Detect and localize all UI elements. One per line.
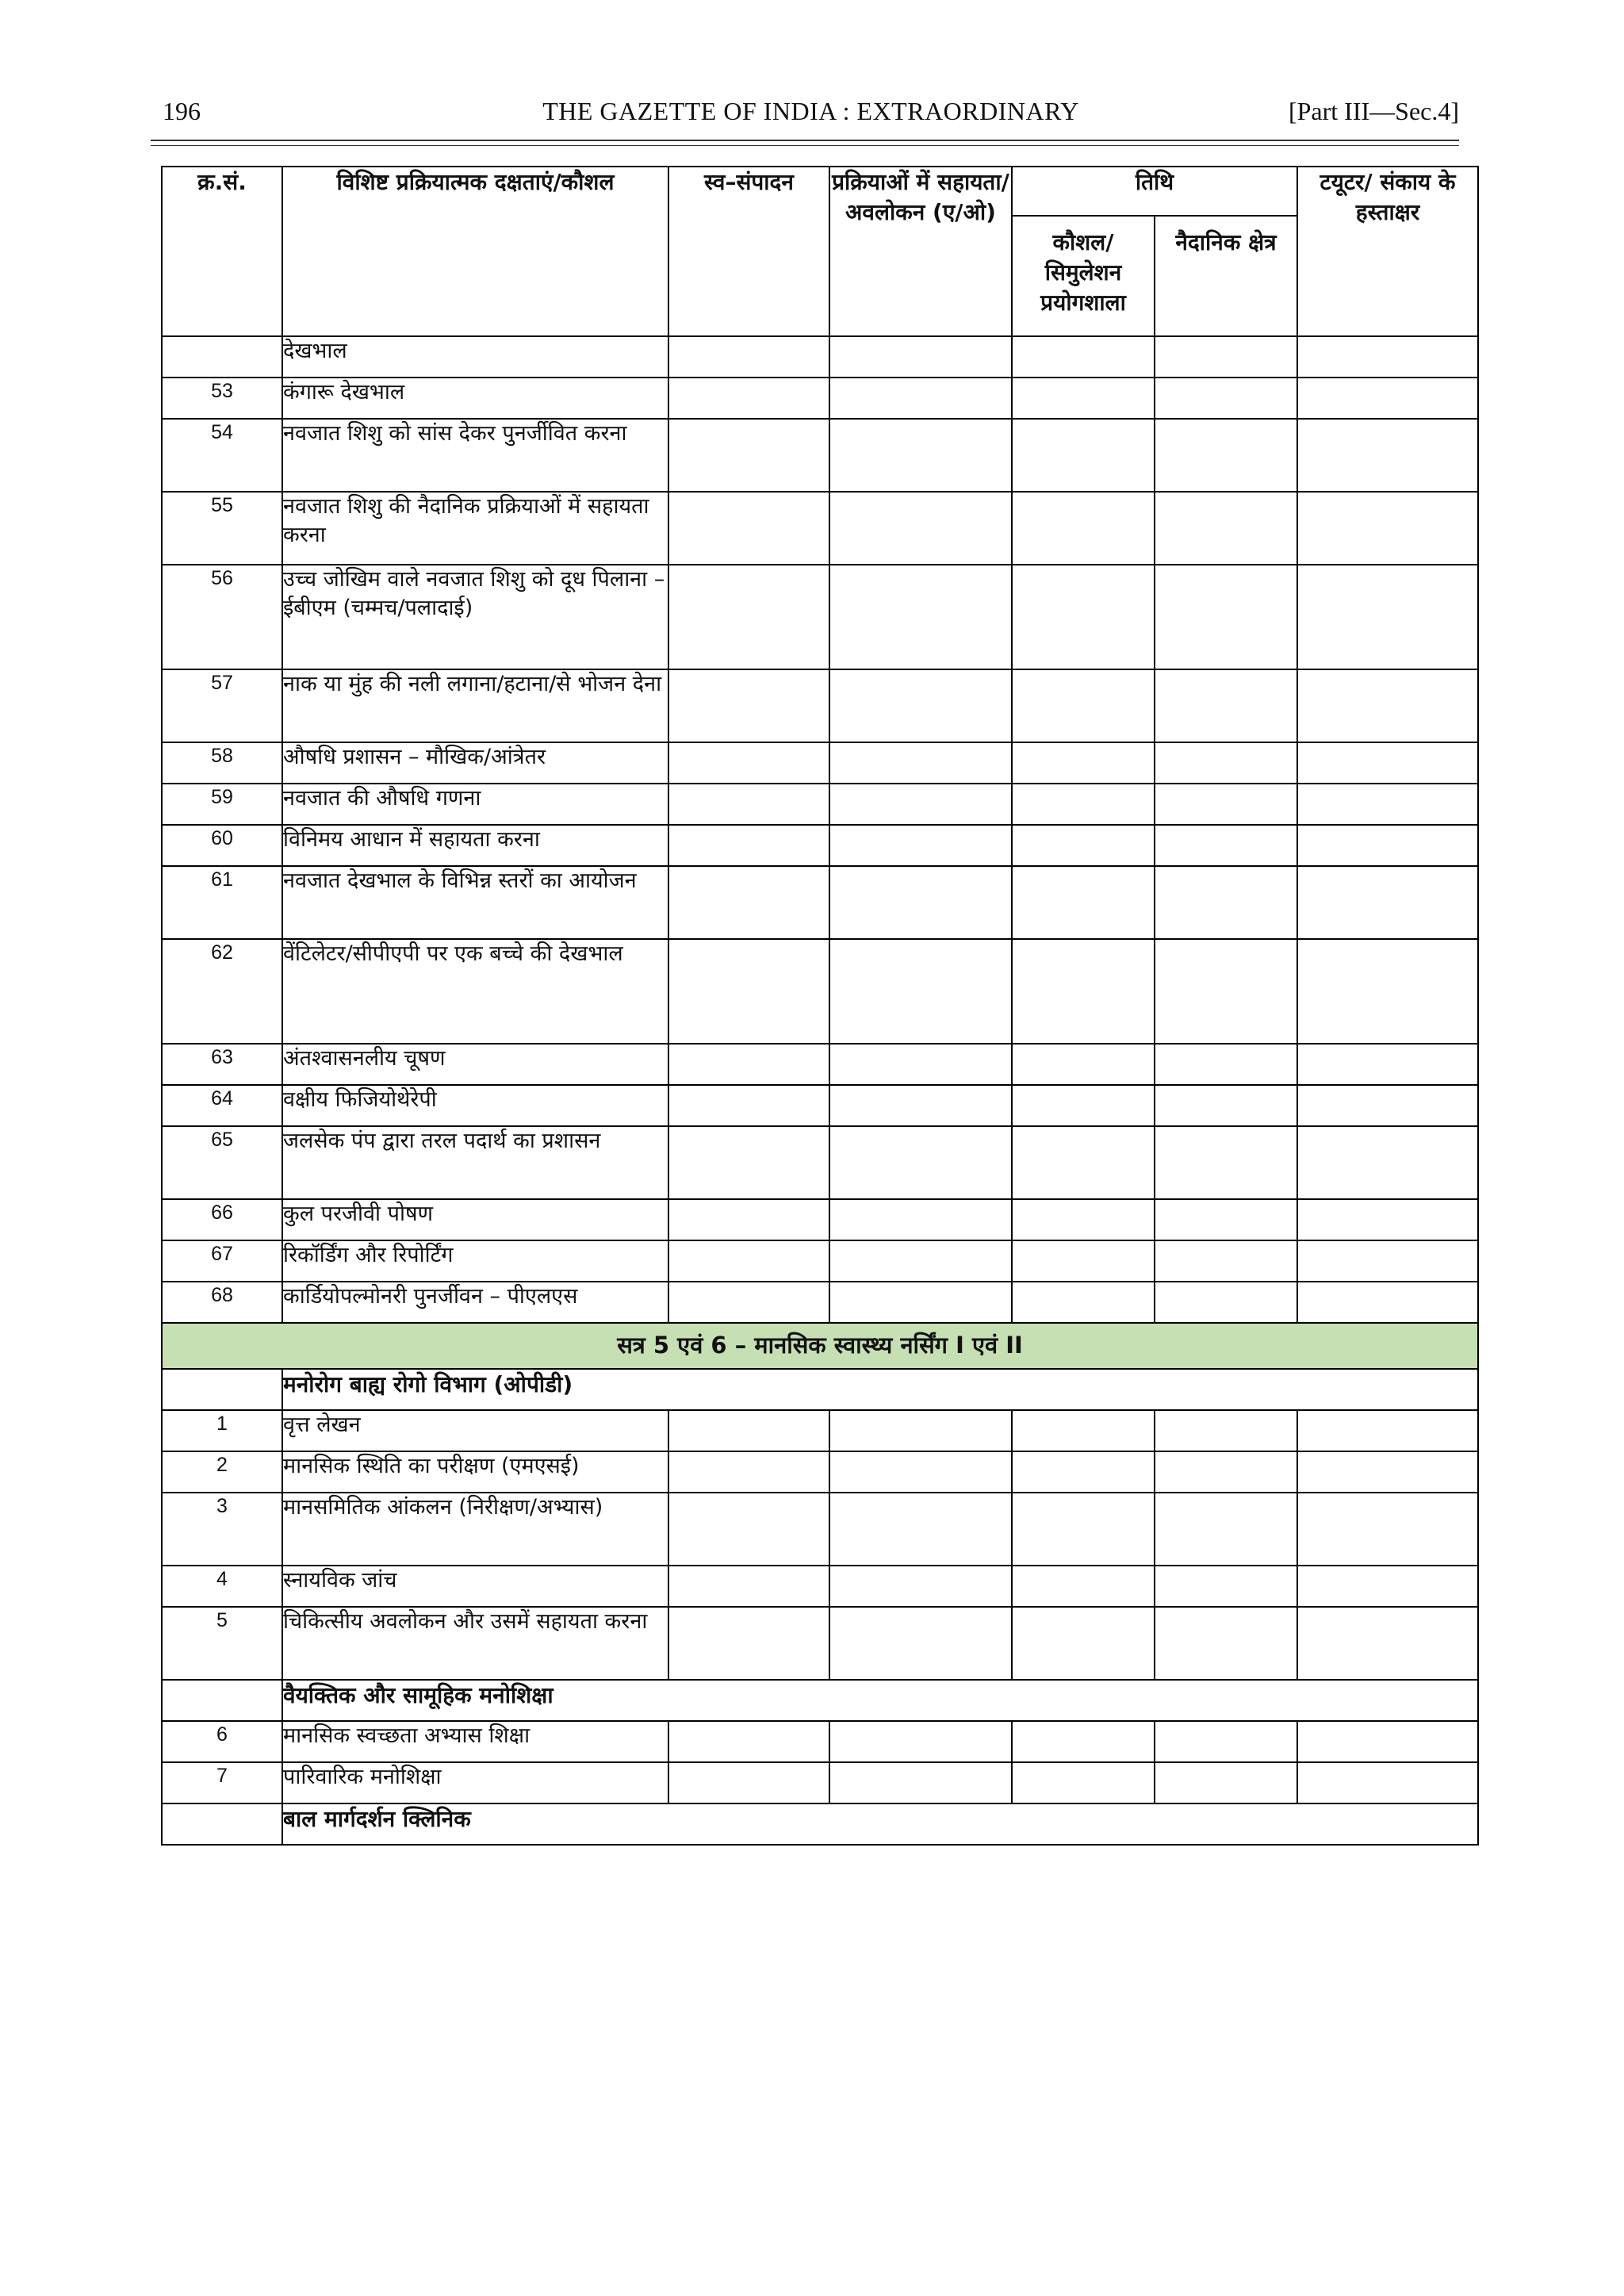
section-row bbox=[162, 1323, 1478, 1369]
row-number: 58 bbox=[162, 742, 282, 784]
row-skill: कार्डियोपल्मोनरी पुनर्जीवन – पीएलएस bbox=[282, 1282, 668, 1323]
row-number: 61 bbox=[162, 866, 282, 939]
table-row bbox=[162, 1451, 1478, 1493]
row-number: 59 bbox=[162, 784, 282, 825]
table-row bbox=[162, 565, 1478, 669]
row-number: 53 bbox=[162, 378, 282, 419]
row-number: 3 bbox=[162, 1493, 282, 1566]
row-number: 55 bbox=[162, 492, 282, 565]
row-skill: वक्षीय फिजियोथेरेपी bbox=[282, 1085, 668, 1126]
col-assist-observe: प्रक्रियाओं में सहायता/ अवलोकन (ए/ओ) bbox=[829, 167, 1012, 336]
subsection-psychoeducation: वैयक्तिक और सामूहिक मनोशिक्षा bbox=[282, 1680, 1478, 1721]
row-number: 56 bbox=[162, 565, 282, 669]
subsection-row bbox=[162, 1369, 1478, 1410]
table-row bbox=[162, 866, 1478, 939]
part-section: [Part III—Sec.4] bbox=[1288, 97, 1459, 125]
subsection-child-guidance: बाल मार्गदर्शन क्लिनिक bbox=[282, 1803, 1478, 1845]
row-number: 67 bbox=[162, 1240, 282, 1282]
row-skill: रिकॉर्डिंग और रिपोर्टिंग bbox=[282, 1240, 668, 1282]
header-rule bbox=[151, 140, 1459, 141]
row-number: 65 bbox=[162, 1126, 282, 1199]
table-row bbox=[162, 1493, 1478, 1566]
row-skill: विनिमय आधान में सहायता करना bbox=[282, 825, 668, 866]
row-skill: नाक या मुंह की नली लगाना/हटाना/से भोजन देना bbox=[282, 669, 668, 742]
row-number: 64 bbox=[162, 1085, 282, 1126]
table-row bbox=[162, 378, 1478, 419]
row-skill: औषधि प्रशासन – मौखिक/आंत्रेतर bbox=[282, 742, 668, 784]
table-row bbox=[162, 1410, 1478, 1451]
row-number: 57 bbox=[162, 669, 282, 742]
row-skill: अंतश्वासनलीय चूषण bbox=[282, 1044, 668, 1085]
row-number: 66 bbox=[162, 1199, 282, 1240]
table-row bbox=[162, 419, 1478, 492]
col-skill-lab: कौशल/ सिमुलेशन प्रयोगशाला bbox=[1012, 216, 1155, 336]
row-number: 60 bbox=[162, 825, 282, 866]
table-row bbox=[162, 1199, 1478, 1240]
row-skill: नवजात देखभाल के विभिन्न स्तरों का आयोजन bbox=[282, 866, 668, 939]
table-row bbox=[162, 669, 1478, 742]
col-serial: क्र.सं. bbox=[162, 167, 282, 336]
row-skill: कुल परजीवी पोषण bbox=[282, 1199, 668, 1240]
row-number: 7 bbox=[162, 1762, 282, 1803]
row-number bbox=[162, 336, 282, 378]
table-row bbox=[162, 939, 1478, 1044]
row-number: 5 bbox=[162, 1607, 282, 1680]
gazette-title: THE GAZETTE OF INDIA : EXTRAORDINARY bbox=[542, 97, 1079, 125]
subsection-row bbox=[162, 1803, 1478, 1845]
skills-table bbox=[161, 166, 1479, 1846]
row-number: 54 bbox=[162, 419, 282, 492]
table-row bbox=[162, 1762, 1478, 1803]
row-skill: उच्च जोखिम वाले नवजात शिशु को दूध पिलाना – ईबीएम (चम्मच/पलादाई) bbox=[282, 565, 668, 669]
table-row bbox=[162, 742, 1478, 784]
col-clinical-area: नैदानिक क्षेत्र bbox=[1155, 216, 1297, 336]
row-number: 6 bbox=[162, 1721, 282, 1762]
row-skill: स्नायविक जांच bbox=[282, 1566, 668, 1607]
table-row bbox=[162, 1721, 1478, 1762]
row-skill: वेंटिलेटर/सीपीएपी पर एक बच्चे की देखभाल bbox=[282, 939, 668, 1044]
row-number: 68 bbox=[162, 1282, 282, 1323]
table-row bbox=[162, 1044, 1478, 1085]
row-skill: मानसिक स्थिति का परीक्षण (एमएसई) bbox=[282, 1451, 668, 1493]
row-number: 63 bbox=[162, 1044, 282, 1085]
table-row bbox=[162, 1126, 1478, 1199]
row-skill: जलसेक पंप द्वारा तरल पदार्थ का प्रशासन bbox=[282, 1126, 668, 1199]
table-row bbox=[162, 1085, 1478, 1126]
section-title: सत्र 5 एवं 6 – मानसिक स्वास्थ्य नर्सिंग I एवं II bbox=[162, 1323, 1478, 1369]
row-skill: देखभाल bbox=[282, 336, 668, 378]
row-number: 4 bbox=[162, 1566, 282, 1607]
table-row bbox=[162, 1282, 1478, 1323]
row-skill: नवजात शिशु को सांस देकर पुनर्जीवित करना bbox=[282, 419, 668, 492]
row-skill: मानसिक स्वच्छता अभ्यास शिक्षा bbox=[282, 1721, 668, 1762]
table-row bbox=[162, 492, 1478, 565]
col-skills: विशिष्ट प्रक्रियात्मक दक्षताएं/कौशल bbox=[282, 167, 668, 336]
row-skill: मानसमितिक आंकलन (निरीक्षण/अभ्यास) bbox=[282, 1493, 668, 1566]
col-self-performed: स्व–संपादन bbox=[668, 167, 829, 336]
col-date: तिथि bbox=[1012, 167, 1297, 216]
table-row bbox=[162, 1607, 1478, 1680]
table-row bbox=[162, 825, 1478, 866]
table-row bbox=[162, 784, 1478, 825]
row-number: 1 bbox=[162, 1410, 282, 1451]
subsection-opd: मनोरोग बाह्य रोगो विभाग (ओपीडी) bbox=[282, 1369, 1478, 1410]
row-skill: पारिवारिक मनोशिक्षा bbox=[282, 1762, 668, 1803]
row-number: 2 bbox=[162, 1451, 282, 1493]
row-skill: नवजात शिशु की नैदानिक प्रक्रियाओं में सहायता करना bbox=[282, 492, 668, 565]
row-skill: कंगारू देखभाल bbox=[282, 378, 668, 419]
page-header bbox=[163, 97, 1459, 136]
row-skill: वृत्त लेखन bbox=[282, 1410, 668, 1451]
page-number: 196 bbox=[163, 97, 201, 125]
table-row bbox=[162, 1566, 1478, 1607]
row-number: 62 bbox=[162, 939, 282, 1044]
table-row bbox=[162, 1240, 1478, 1282]
header-rule-thin bbox=[151, 145, 1459, 146]
subsection-row bbox=[162, 1680, 1478, 1721]
row-skill: चिकित्सीय अवलोकन और उसमें सहायता करना bbox=[282, 1607, 668, 1680]
row-skill: नवजात की औषधि गणना bbox=[282, 784, 668, 825]
table-row bbox=[162, 336, 1478, 378]
col-signature: टयूटर/ संकाय के हस्ताक्षर bbox=[1297, 167, 1478, 336]
